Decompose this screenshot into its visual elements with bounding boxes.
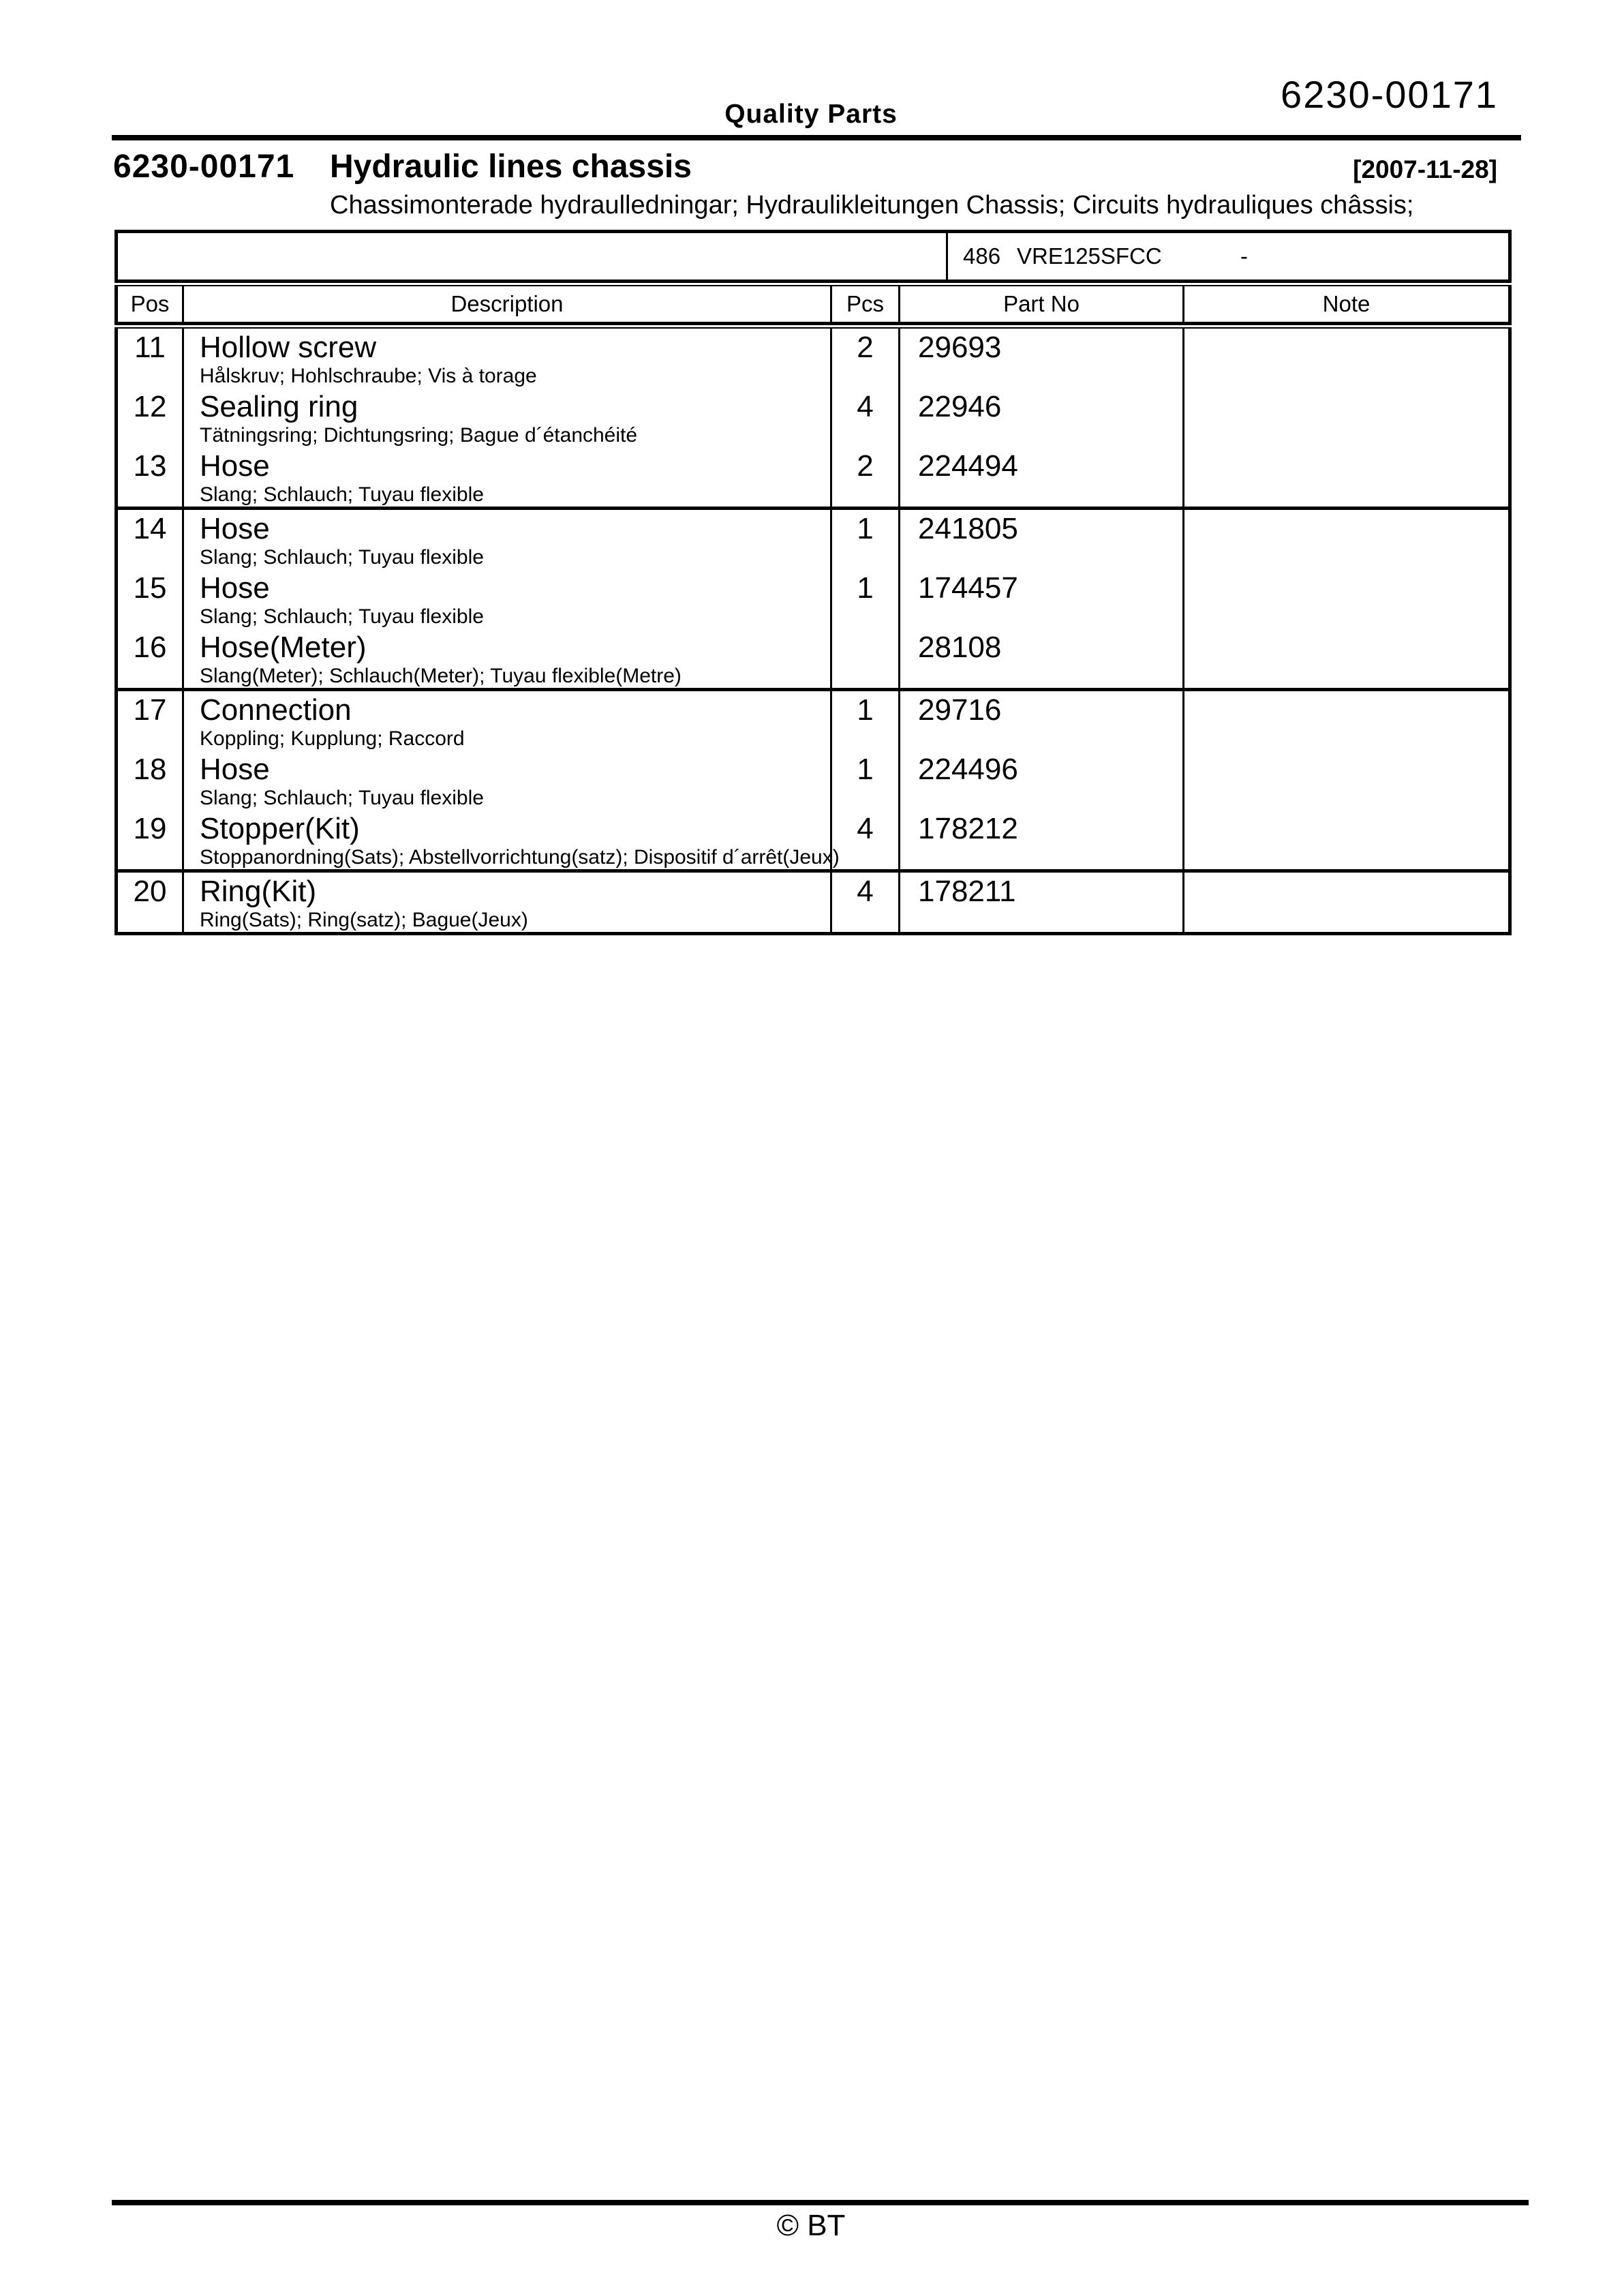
- row-pos: 12: [118, 388, 184, 447]
- row-translations: Ring(Sats); Ring(satz); Bague(Jeux): [200, 909, 528, 931]
- table-row: [118, 569, 1508, 629]
- copyright: © BT: [776, 2209, 846, 2242]
- row-note: [1184, 691, 1508, 751]
- row-description: Hose: [200, 449, 270, 483]
- row-description: Connection: [200, 693, 352, 727]
- row-description: Hose(Meter): [200, 631, 367, 664]
- table-row: [118, 388, 1508, 447]
- table-row: [118, 751, 1508, 810]
- table-row: [118, 810, 1508, 869]
- row-description-cell: [184, 569, 832, 629]
- model-name: VRE125SFCC: [1017, 243, 1162, 269]
- row-translations: Slang(Meter); Schlauch(Meter); Tuyau flexible(Metre): [200, 665, 682, 687]
- row-translations: Slang; Schlauch; Tuyau flexible: [200, 546, 484, 569]
- row-pos: 14: [118, 510, 184, 569]
- model-suffix: -: [1240, 243, 1248, 269]
- table-row: [118, 510, 1508, 569]
- row-description-cell: [184, 810, 840, 869]
- info-box-divider: [946, 233, 948, 280]
- row-part-no: 29716: [900, 691, 1184, 751]
- row-description-cell: [184, 691, 832, 751]
- row-note: [1184, 510, 1508, 569]
- header-note: Note: [1322, 291, 1371, 316]
- row-part-no: 174457: [900, 569, 1184, 629]
- doc-number-large: 6230-00171: [1281, 73, 1498, 116]
- parts-table: [114, 230, 1512, 935]
- row-pcs: 1: [832, 691, 900, 751]
- row-translations: Tätningsring; Dichtungsring; Bague d´étanchéité: [200, 424, 638, 447]
- row-group: [118, 507, 1508, 688]
- row-pcs: 1: [832, 569, 900, 629]
- row-description-cell: [184, 388, 832, 447]
- table-header-row: [114, 285, 1512, 325]
- row-description: Sealing ring: [200, 390, 358, 423]
- row-group: [118, 869, 1508, 932]
- row-pcs: 2: [832, 329, 900, 388]
- row-description-cell: [184, 329, 832, 388]
- row-note: [1184, 569, 1508, 629]
- row-note: [1184, 810, 1508, 869]
- row-translations: Stoppanordning(Sats); Abstellvorrichtung(satz); Dispositif d´arrêt(Jeux): [200, 846, 840, 868]
- row-pos: 18: [118, 751, 184, 810]
- table-body: [114, 327, 1512, 935]
- row-note: [1184, 629, 1508, 688]
- row-description: Hollow screw: [200, 331, 377, 364]
- row-translations: Slang; Schlauch; Tuyau flexible: [200, 483, 484, 506]
- title-translations: Chassimonterade hydraulledningar; Hydraulikleitungen Chassis; Circuits hydrauliques châssis;: [330, 191, 1414, 220]
- row-translations: Hålskruv; Hohlschraube; Vis à torage: [200, 365, 537, 387]
- brand-header: Quality Parts: [724, 100, 898, 129]
- row-pos: 15: [118, 569, 184, 629]
- model-info-box: [114, 230, 1512, 283]
- table-row: [118, 873, 1508, 932]
- row-group: [118, 329, 1508, 507]
- row-pcs: 2: [832, 447, 900, 507]
- row-description-cell: [184, 510, 832, 569]
- row-pcs: 4: [832, 873, 900, 932]
- row-description: Hose: [200, 512, 270, 545]
- row-pcs: 4: [832, 810, 900, 869]
- row-pcs: [832, 629, 900, 688]
- row-description: Stopper(Kit): [200, 812, 360, 845]
- header-description: Description: [184, 286, 832, 322]
- row-description-cell: [184, 447, 832, 507]
- row-part-no: 224496: [900, 751, 1184, 810]
- row-description: Hose: [200, 753, 270, 786]
- row-pcs: 4: [832, 388, 900, 447]
- header-pos: Pos: [118, 286, 184, 322]
- row-part-no: 22946: [900, 388, 1184, 447]
- row-description-cell: [184, 629, 832, 688]
- model-code: 486: [963, 243, 1001, 269]
- header-pcs: Pcs: [832, 286, 900, 322]
- row-note: [1184, 329, 1508, 388]
- row-note: [1184, 447, 1508, 507]
- table-row: [118, 329, 1508, 388]
- row-description-cell: [184, 873, 832, 932]
- row-part-no: 224494: [900, 447, 1184, 507]
- row-description-cell: [184, 751, 832, 810]
- header-part-no: Part No: [900, 286, 1184, 322]
- row-pos: 11: [118, 329, 184, 388]
- row-note: [1184, 873, 1508, 932]
- row-translations: Koppling; Kupplung; Raccord: [200, 727, 465, 750]
- row-pos: 17: [118, 691, 184, 751]
- title-doc-number: 6230-00171: [113, 149, 295, 185]
- row-group: [118, 688, 1508, 869]
- row-note: [1184, 388, 1508, 447]
- row-description: Hose: [200, 571, 270, 605]
- revision-date: [2007-11-28]: [1353, 155, 1497, 183]
- row-note: [1184, 751, 1508, 810]
- row-part-no: 29693: [900, 329, 1184, 388]
- row-pcs: 1: [832, 751, 900, 810]
- row-translations: Slang; Schlauch; Tuyau flexible: [200, 787, 484, 809]
- row-pos: 20: [118, 873, 184, 932]
- header-rule: [112, 135, 1521, 140]
- row-description: Ring(Kit): [200, 875, 317, 908]
- table-row: [118, 447, 1508, 507]
- row-part-no: 241805: [900, 510, 1184, 569]
- row-part-no: 178211: [900, 873, 1184, 932]
- footer-rule: [112, 2200, 1529, 2205]
- row-part-no: 178212: [900, 810, 1184, 869]
- row-pcs: 1: [832, 510, 900, 569]
- page-title: Hydraulic lines chassis: [330, 149, 692, 185]
- row-pos: 13: [118, 447, 184, 507]
- row-part-no: 28108: [900, 629, 1184, 688]
- row-pos: 16: [118, 629, 184, 688]
- table-row: [118, 691, 1508, 751]
- row-pos: 19: [118, 810, 184, 869]
- table-row: [118, 629, 1508, 688]
- row-translations: Slang; Schlauch; Tuyau flexible: [200, 605, 484, 628]
